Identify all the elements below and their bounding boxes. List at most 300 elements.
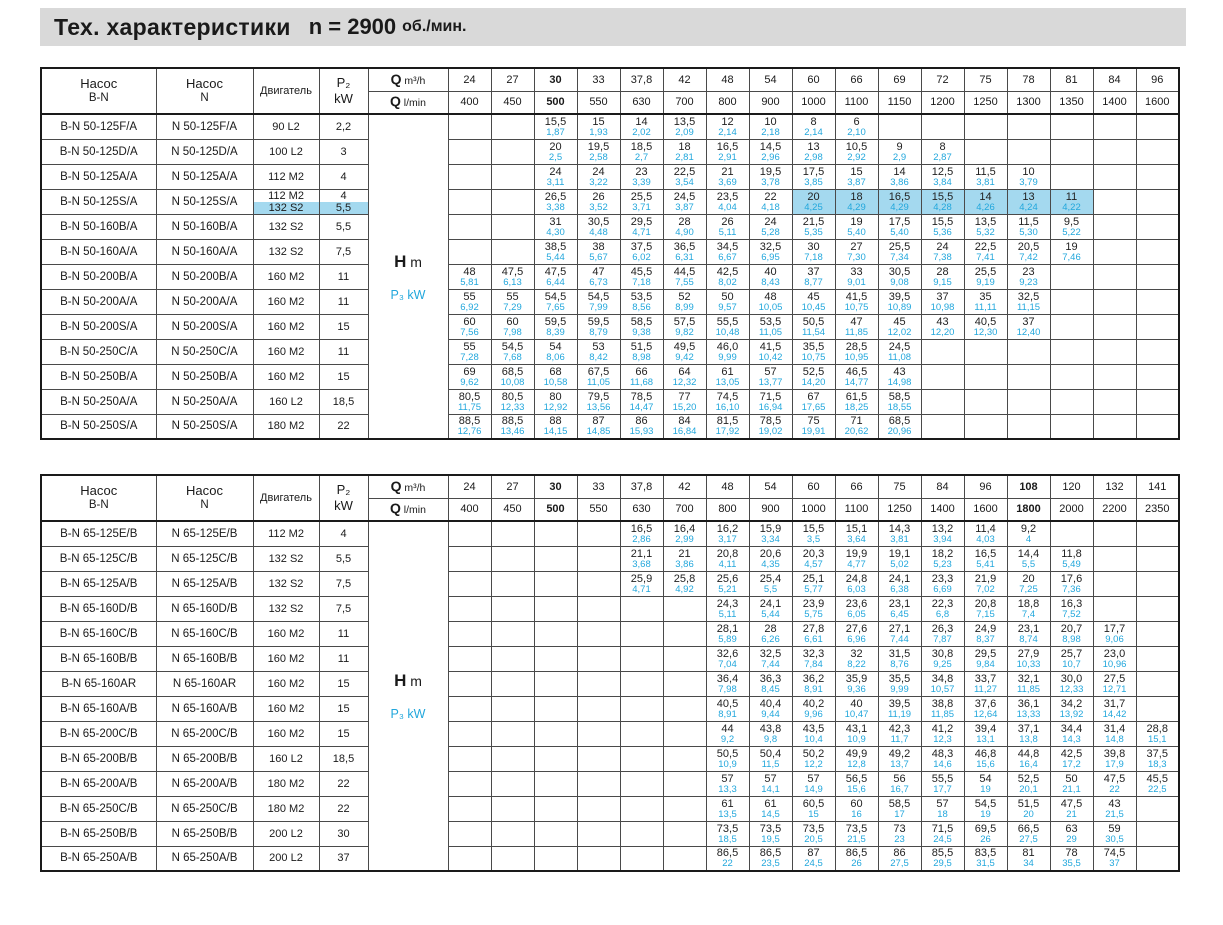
data-cell: [878, 264, 921, 289]
head-value: 27: [850, 240, 863, 253]
data-cell: [577, 364, 620, 389]
data-cell: [534, 546, 577, 571]
data-cell: [921, 796, 964, 821]
power-value: 9,99: [890, 683, 909, 695]
head-value: 61,5: [845, 390, 868, 403]
header-pump-bn: [41, 68, 156, 114]
power-value: 10,45: [801, 301, 826, 313]
head-value: 69,5: [974, 822, 997, 835]
data-cell: [964, 521, 1007, 546]
data-cell: [1136, 364, 1179, 389]
power-value: 4,29: [847, 201, 866, 213]
p2-cell: [319, 846, 368, 871]
head-value: 68: [549, 365, 562, 378]
head-value: 86: [635, 415, 648, 428]
head-value: 50: [721, 290, 734, 303]
power-value: 4,57: [804, 558, 823, 570]
power-value: 19,91: [801, 426, 826, 438]
data-cell: [1007, 339, 1050, 364]
head-value: 54,5: [501, 340, 524, 353]
p2-cell: [319, 571, 368, 596]
pump-n-cell: N 65-125A/B: [156, 571, 253, 596]
data-cell: [1050, 546, 1093, 571]
p3-kw-label: Р₃ kW: [390, 707, 426, 721]
data-cell: [620, 289, 663, 314]
data-cell: [706, 746, 749, 771]
data-cell: [749, 821, 792, 846]
data-cell: [577, 771, 620, 796]
power-value: 13,8: [1019, 733, 1038, 745]
data-cell: [1050, 596, 1093, 621]
power-value: 9,23: [1019, 276, 1038, 288]
data-cell: [577, 289, 620, 314]
motor-cell: [253, 746, 319, 771]
data-cell: [706, 521, 749, 546]
motor-line: 132 S2: [268, 577, 304, 590]
p2-line: 22: [337, 420, 350, 433]
head-value: 17,5: [802, 165, 825, 178]
flow-header-lmin: 1400: [921, 498, 964, 521]
data-cell: [706, 139, 749, 164]
head-value: 31: [549, 215, 562, 228]
power-value: 4: [1025, 533, 1032, 545]
data-cell: [1093, 721, 1136, 746]
pump-spec-table-50-section: [40, 67, 1223, 440]
data-cell: [835, 671, 878, 696]
q-symbol: Q: [390, 93, 401, 110]
flow-header-m3h: 48: [706, 68, 749, 91]
data-cell: [663, 189, 706, 214]
data-cell: [835, 289, 878, 314]
data-cell: [792, 596, 835, 621]
data-cell: [921, 546, 964, 571]
data-cell: [749, 546, 792, 571]
table-row: [41, 696, 1179, 721]
head-value: 54,5: [544, 290, 567, 303]
head-value: 15,5: [931, 190, 954, 203]
head-value: 6: [853, 115, 860, 128]
flow-header-lmin: 1150: [878, 91, 921, 114]
power-value: 6,02: [632, 251, 651, 263]
pump-n-cell: N 65-250B/B: [156, 821, 253, 846]
data-cell: [491, 746, 534, 771]
data-cell: [620, 721, 663, 746]
data-cell: [1050, 771, 1093, 796]
head-value: 21: [721, 165, 734, 178]
head-value: 50,5: [802, 315, 825, 328]
head-value: 73,5: [802, 822, 825, 835]
data-cell: [921, 364, 964, 389]
power-value: 11,11: [974, 301, 997, 313]
data-cell: [1007, 239, 1050, 264]
power-value: 3,38: [546, 201, 565, 213]
power-value: 8,42: [589, 351, 608, 363]
head-value: 30,5: [587, 215, 610, 228]
data-cell: [792, 721, 835, 746]
power-value: 9,82: [675, 326, 694, 338]
data-cell: [792, 264, 835, 289]
power-value: 13,56: [586, 401, 611, 413]
table-row: [41, 771, 1179, 796]
power-value: 37: [1109, 858, 1120, 870]
data-cell: [577, 571, 620, 596]
data-cell: [620, 114, 663, 139]
head-value: 88,5: [501, 415, 524, 428]
flow-header-lmin: 2350: [1136, 498, 1179, 521]
q-symbol: Q: [390, 70, 402, 87]
pump-bn-cell: B-N 50-200S/A: [41, 314, 156, 339]
data-cell: [706, 389, 749, 414]
head-value: 16,5: [630, 522, 653, 535]
pump-n-cell: N 50-200B/A: [156, 264, 253, 289]
data-cell: [1007, 571, 1050, 596]
data-cell: [878, 596, 921, 621]
data-cell: [1136, 339, 1179, 364]
data-cell: [1093, 521, 1136, 546]
power-value: 4,25: [804, 201, 823, 213]
table-row: [41, 571, 1179, 596]
data-cell: [448, 164, 491, 189]
head-value: 28: [764, 622, 777, 635]
head-value: 16,2: [716, 522, 739, 535]
head-value: 20,7: [1060, 622, 1083, 635]
power-value: 11,27: [973, 683, 998, 695]
head-value: 34,8: [931, 672, 954, 685]
data-cell: [448, 646, 491, 671]
data-cell: [491, 214, 534, 239]
power-value: 14,47: [629, 401, 654, 413]
data-cell: [663, 821, 706, 846]
motor-line: 160 M2: [267, 320, 305, 333]
head-value: 56,5: [845, 772, 868, 785]
head-value: 21,1: [630, 547, 653, 560]
data-cell: [491, 389, 534, 414]
pump-bn-cell: B-N 50-250B/A: [41, 364, 156, 389]
data-cell: [1050, 696, 1093, 721]
data-cell: [878, 214, 921, 239]
data-cell: [792, 389, 835, 414]
data-cell: [577, 521, 620, 546]
flow-header-m3h: 54: [749, 475, 792, 498]
pump-n-cell: N 65-250A/B: [156, 846, 253, 871]
head-value: 37,5: [630, 240, 653, 253]
head-value: 17,7: [1103, 622, 1126, 635]
flow-header-lmin: 500: [534, 498, 577, 521]
header-motor: Двигатель: [253, 68, 319, 114]
flow-header-lmin: 700: [663, 91, 706, 114]
data-cell: [1007, 314, 1050, 339]
data-cell: [448, 189, 491, 214]
head-value: 58,5: [630, 315, 653, 328]
head-value: 20: [1022, 572, 1035, 585]
data-cell: [878, 646, 921, 671]
motor-cell: [253, 289, 319, 314]
head-value: 78,5: [630, 390, 653, 403]
data-cell: [1007, 264, 1050, 289]
header-p2-unit: kW: [334, 498, 353, 513]
data-cell: [620, 339, 663, 364]
power-value: 9,06: [1105, 633, 1124, 645]
data-cell: [534, 339, 577, 364]
head-value: 22,5: [974, 240, 997, 253]
power-value: 13,92: [1059, 708, 1084, 720]
data-cell: [921, 414, 964, 439]
head-value: 22,5: [673, 165, 696, 178]
p2-line: 11: [337, 345, 350, 358]
power-value: 11,54: [801, 326, 826, 338]
flow-header-m3h: 75: [878, 475, 921, 498]
data-cell: [792, 239, 835, 264]
table-row: [41, 164, 1179, 189]
p2-line: 11: [337, 652, 350, 665]
head-value: 54,5: [974, 797, 997, 810]
p2-cell: [319, 796, 368, 821]
head-value: 27,8: [802, 622, 825, 635]
head-value: 23: [1022, 265, 1035, 278]
data-cell: [835, 189, 878, 214]
head-value: 47: [592, 265, 605, 278]
data-cell: [663, 339, 706, 364]
data-cell: [1050, 139, 1093, 164]
flow-header-lmin: 1400: [1093, 91, 1136, 114]
power-value: 16: [851, 808, 862, 820]
pump-n-cell: N 50-125F/A: [156, 114, 253, 139]
data-cell: [620, 239, 663, 264]
data-cell: [964, 646, 1007, 671]
data-cell: [1093, 796, 1136, 821]
power-value: 12,76: [457, 426, 482, 438]
data-cell: [1050, 721, 1093, 746]
pump-n-cell: N 65-160C/B: [156, 621, 253, 646]
data-cell: [491, 546, 534, 571]
head-value: 28: [678, 215, 691, 228]
data-cell: [663, 671, 706, 696]
data-cell: [448, 239, 491, 264]
head-value: 30,0: [1060, 672, 1083, 685]
header-row-m3h: [41, 475, 1179, 498]
data-cell: [706, 846, 749, 871]
data-cell: [577, 821, 620, 846]
data-cell: [749, 139, 792, 164]
p2-cell: [319, 771, 368, 796]
flow-header-lmin: 1100: [835, 498, 878, 521]
head-value: 16,5: [888, 190, 911, 203]
p2-cell: [319, 621, 368, 646]
data-cell: [1136, 671, 1179, 696]
head-value: 55: [506, 290, 519, 303]
data-cell: [1093, 214, 1136, 239]
power-value: 13,05: [715, 376, 740, 388]
power-value: 3,34: [761, 533, 780, 545]
flow-header-m3h: 132: [1093, 475, 1136, 498]
data-cell: [491, 314, 534, 339]
motor-line: 160 M2: [267, 652, 305, 665]
pump-bn-cell: B-N 50-250C/A: [41, 339, 156, 364]
power-value: 18,3: [1148, 758, 1167, 770]
data-cell: [577, 339, 620, 364]
power-value: 12,8: [847, 758, 866, 770]
data-cell: [749, 114, 792, 139]
data-cell: [448, 414, 491, 439]
head-value: 60: [506, 315, 519, 328]
data-cell: [1050, 314, 1093, 339]
data-cell: [706, 264, 749, 289]
page-title: Тех. характеристики: [54, 13, 291, 40]
head-value: 59,5: [587, 315, 610, 328]
data-cell: [878, 571, 921, 596]
data-cell: [964, 746, 1007, 771]
data-cell: [620, 414, 663, 439]
data-cell: [448, 139, 491, 164]
table-row: [41, 414, 1179, 439]
power-value: 10,9: [718, 758, 737, 770]
power-value: 7,52: [1062, 608, 1081, 620]
flow-header-m3h: 75: [964, 68, 1007, 91]
power-value: 13,33: [1016, 708, 1041, 720]
head-value: 9,2: [1020, 522, 1037, 535]
header-p2-symbol: P₂: [336, 482, 351, 498]
data-cell: [448, 821, 491, 846]
data-cell: [792, 671, 835, 696]
data-cell: [749, 264, 792, 289]
power-value: 8,98: [1062, 633, 1081, 645]
head-value: 13,5: [673, 115, 696, 128]
power-value: 9,15: [933, 276, 952, 288]
power-value: 16,94: [758, 401, 783, 413]
data-cell: [663, 696, 706, 721]
power-value: 12,64: [973, 708, 998, 720]
data-cell: [448, 671, 491, 696]
flow-header-m3h: 84: [1093, 68, 1136, 91]
power-value: 7,15: [976, 608, 995, 620]
pump-bn-cell: B-N 65-125A/B: [41, 571, 156, 596]
power-value: 16,10: [715, 401, 740, 413]
data-cell: [1136, 821, 1179, 846]
data-cell: [534, 721, 577, 746]
data-cell: [835, 646, 878, 671]
head-value: 25,5: [888, 240, 911, 253]
flow-header-lmin: 630: [620, 91, 663, 114]
data-cell: [921, 696, 964, 721]
data-cell: [749, 571, 792, 596]
power-value: 2,9: [892, 151, 907, 163]
power-value: 8,76: [890, 658, 909, 670]
power-value: 1,93: [589, 126, 608, 138]
head-value: 40: [850, 697, 863, 710]
power-value: 10,05: [758, 301, 783, 313]
power-value: 5,40: [890, 226, 909, 238]
head-value: 10: [1022, 165, 1035, 178]
data-cell: [792, 821, 835, 846]
head-value: 41,5: [759, 340, 782, 353]
table-row: [41, 746, 1179, 771]
data-cell: [1007, 389, 1050, 414]
table-header: [41, 475, 1179, 521]
data-cell: [792, 771, 835, 796]
power-value: 10,95: [844, 351, 869, 363]
pump-n-cell: N 50-125S/A: [156, 189, 253, 214]
power-value: 11,68: [629, 376, 654, 388]
data-cell: [1093, 364, 1136, 389]
data-cell: [749, 189, 792, 214]
power-value: 20,96: [887, 426, 912, 438]
head-value: 36,2: [802, 672, 825, 685]
head-value: 23,5: [716, 190, 739, 203]
power-value: 20,5: [804, 833, 823, 845]
data-cell: [448, 546, 491, 571]
hm-p3-label-cell: [368, 521, 448, 871]
data-cell: [792, 846, 835, 871]
head-value: 24: [936, 240, 949, 253]
head-value: 23,0: [1103, 647, 1126, 660]
power-value: 7,4: [1021, 608, 1036, 620]
data-cell: [706, 721, 749, 746]
power-value: 21,1: [1062, 783, 1081, 795]
motor-line: 132 S2: [268, 220, 304, 233]
head-value: 73: [893, 822, 906, 835]
data-cell: [1093, 314, 1136, 339]
data-cell: [706, 314, 749, 339]
power-value: 8,39: [546, 326, 565, 338]
data-cell: [534, 746, 577, 771]
head-value: 60: [463, 315, 476, 328]
head-value: 27,5: [1103, 672, 1126, 685]
head-value: 40,2: [802, 697, 825, 710]
data-cell: [491, 164, 534, 189]
power-value: 29: [1066, 833, 1077, 845]
power-value: 3,87: [847, 176, 866, 188]
data-cell: [577, 139, 620, 164]
flow-header-m3h: 69: [878, 68, 921, 91]
motor-line: 160 M2: [267, 727, 305, 740]
table-row: [41, 289, 1179, 314]
power-value: 15,93: [629, 426, 654, 438]
data-cell: [1136, 414, 1179, 439]
data-cell: [534, 521, 577, 546]
power-value: 30,5: [1105, 833, 1124, 845]
data-cell: [1050, 671, 1093, 696]
head-value: 80: [549, 390, 562, 403]
power-value: 24,5: [933, 833, 952, 845]
motor-line: 90 L2: [272, 120, 300, 133]
power-value: 9,42: [675, 351, 694, 363]
head-value: 11,8: [1061, 547, 1082, 560]
p2-cell: [319, 239, 368, 264]
data-cell: [835, 264, 878, 289]
pump-bn-cell: B-N 65-250B/B: [41, 821, 156, 846]
p2-line: 11: [337, 270, 350, 283]
power-value: 7,68: [503, 351, 522, 363]
data-cell: [706, 646, 749, 671]
power-value: 2,02: [632, 126, 651, 138]
data-cell: [534, 389, 577, 414]
data-cell: [1050, 364, 1093, 389]
power-value: 8,99: [675, 301, 694, 313]
head-value: 68,5: [501, 365, 524, 378]
data-cell: [1050, 264, 1093, 289]
data-cell: [663, 389, 706, 414]
data-cell: [749, 621, 792, 646]
power-value: 14,3: [1062, 733, 1081, 745]
data-cell: [448, 596, 491, 621]
power-value: 18,55: [887, 401, 912, 413]
power-value: 2,58: [589, 151, 608, 163]
p2-cell: [319, 164, 368, 189]
motor-line: 112 M2: [268, 170, 304, 183]
head-value: 18,8: [1017, 597, 1040, 610]
head-value: 41,5: [845, 290, 868, 303]
head-value: 38,5: [544, 240, 567, 253]
